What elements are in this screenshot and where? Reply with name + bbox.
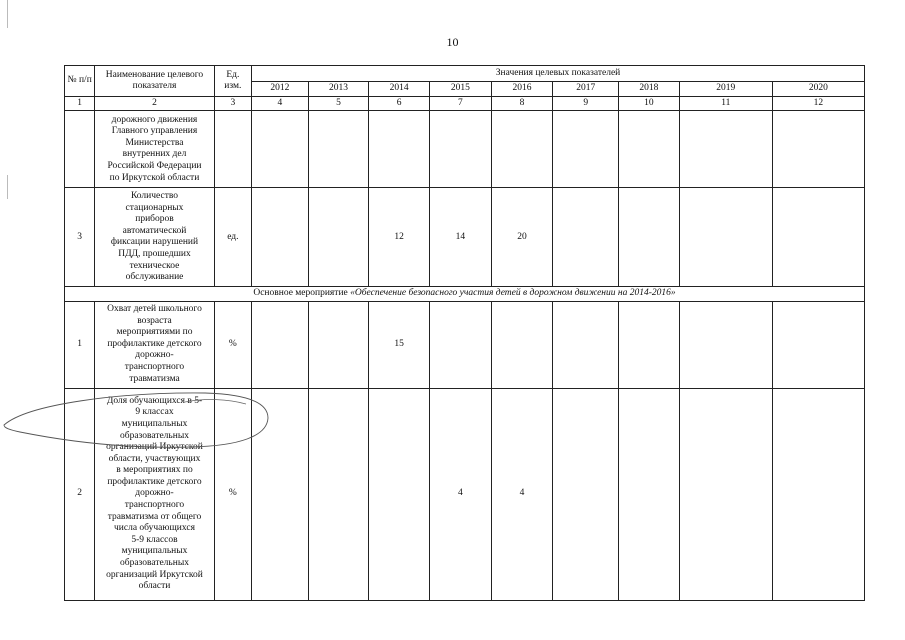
value-2012 (252, 301, 309, 388)
value-2014 (369, 388, 430, 600)
name-line: транспортного (124, 500, 185, 511)
name-line: профилактике детского (107, 338, 202, 349)
name-line: организаций Иркутской (106, 442, 203, 453)
value-2016: 4 (491, 388, 553, 600)
name-line: травматизма от общего (107, 511, 202, 522)
header-year: 2014 (369, 82, 430, 97)
name-line: возраста (137, 315, 172, 326)
value-2018 (619, 188, 680, 287)
name-line: дорожно- (135, 350, 174, 361)
name-line: области (138, 581, 171, 592)
page-number: 10 (446, 35, 459, 49)
column-number: 11 (679, 97, 772, 111)
name-line: области, участвующих (108, 453, 201, 464)
value-2019 (679, 388, 772, 600)
value-2013 (308, 301, 369, 388)
name-line: муниципальных (121, 418, 188, 429)
header-year: 2012 (252, 82, 309, 97)
name-line: обслуживание (125, 272, 184, 283)
column-number: 2 (95, 97, 214, 111)
unit-cell: % (214, 388, 251, 600)
name-line: по Иркутской области (109, 172, 200, 183)
indicator-name (95, 388, 214, 600)
unit-cell (214, 111, 251, 188)
section-prefix: Основное мероприятие (253, 288, 351, 299)
column-number: 8 (491, 97, 553, 111)
header-values-group: Значения целевых показателей (252, 66, 865, 82)
name-line: Доля обучающихся в 5- (106, 395, 203, 406)
name-line: ПДД, прошедших (118, 248, 191, 259)
header-year: 2013 (308, 82, 369, 97)
indicator-name (95, 188, 214, 287)
name-line: транспортного (124, 361, 185, 372)
scan-edge-mark (7, 0, 8, 28)
name-line: Российской Федерации (107, 161, 202, 171)
header-year: 2015 (430, 82, 492, 97)
name-line: образовательных (119, 430, 189, 441)
value-2020 (772, 301, 864, 388)
header-year: 2016 (491, 82, 553, 97)
name-line: Главного управления (111, 126, 198, 137)
column-number: 9 (553, 97, 619, 111)
value-2015 (430, 301, 492, 388)
value-2019 (679, 301, 772, 388)
name-line: внутренних дел (122, 149, 187, 160)
value-2014: 15 (369, 301, 430, 388)
indicator-name (95, 111, 214, 188)
value-2019 (679, 188, 772, 287)
header-row-top (65, 66, 865, 82)
name-line: образовательных (119, 558, 189, 569)
name-line: профилактике детского (107, 476, 202, 487)
unit-cell: ед. (214, 188, 251, 287)
row-num: 3 (65, 188, 95, 287)
section-event-title: «Обеспечение безопасного участия детей в дорожном движении на 2014-2016» (350, 288, 676, 299)
section-title (65, 287, 865, 301)
row-num: 1 (65, 301, 95, 388)
value-2017 (553, 301, 619, 388)
name-line: организаций Иркутской (106, 569, 203, 580)
header-num: № п/п (65, 66, 95, 97)
value-2012 (252, 188, 309, 287)
name-line: травматизма (129, 373, 180, 384)
name-line: Охват детей школьного (107, 304, 202, 315)
header-year: 2018 (619, 82, 680, 97)
value-2012 (252, 388, 309, 600)
value-2013 (308, 188, 369, 287)
table-row-3 (65, 188, 865, 287)
column-number: 1 (65, 97, 95, 111)
target-indicators-table (64, 65, 865, 601)
name-line: стационарных (125, 202, 184, 213)
column-number: 12 (772, 97, 864, 111)
unit-cell: % (214, 301, 251, 388)
name-line: автоматической (122, 225, 187, 236)
name-line: 5-9 классов (131, 534, 178, 545)
section-row (65, 287, 865, 301)
name-line: 9 классах (135, 407, 174, 418)
name-line: в мероприятиях по (116, 465, 193, 476)
table-row-2 (65, 388, 865, 600)
value-2017 (553, 388, 619, 600)
column-numbers-row (65, 97, 865, 111)
header-name: Наименование целевого показателя (95, 66, 214, 97)
header-year: 2017 (553, 82, 619, 97)
value-2016: 20 (491, 188, 553, 287)
value-2014: 12 (369, 188, 430, 287)
column-number: 7 (430, 97, 492, 111)
value-2013 (308, 388, 369, 600)
value-2017 (553, 188, 619, 287)
column-number: 5 (308, 97, 369, 111)
header-year: 2020 (772, 82, 864, 97)
value-2020 (772, 388, 864, 600)
name-line: муниципальных (121, 546, 188, 557)
header-year: 2019 (679, 82, 772, 97)
name-line: Количество (130, 191, 179, 202)
name-line: приборов (135, 214, 174, 225)
value-2015: 4 (430, 388, 492, 600)
name-line: дорожно- (135, 488, 174, 499)
name-line: Министерства (125, 137, 184, 148)
value-2016 (491, 301, 553, 388)
table-row-1 (65, 301, 865, 388)
name-line: мероприятиями по (116, 327, 193, 338)
table-row-continued (65, 111, 865, 188)
column-number: 10 (619, 97, 680, 111)
name-line: числа обучающихся (114, 523, 195, 534)
scan-edge-mark (7, 175, 8, 199)
value-2018 (619, 301, 680, 388)
row-num: 2 (65, 388, 95, 600)
name-line: дорожного движения (111, 114, 198, 125)
value-2020 (772, 188, 864, 287)
row-num (65, 111, 95, 188)
column-number: 4 (252, 97, 309, 111)
column-number: 6 (369, 97, 430, 111)
header-unit: Ед. изм. (214, 66, 251, 97)
indicator-name (95, 301, 214, 388)
column-number: 3 (214, 97, 251, 111)
name-line: фиксации нарушений (110, 237, 199, 248)
value-2018 (619, 388, 680, 600)
name-line: техническое (129, 260, 180, 271)
value-2015: 14 (430, 188, 492, 287)
